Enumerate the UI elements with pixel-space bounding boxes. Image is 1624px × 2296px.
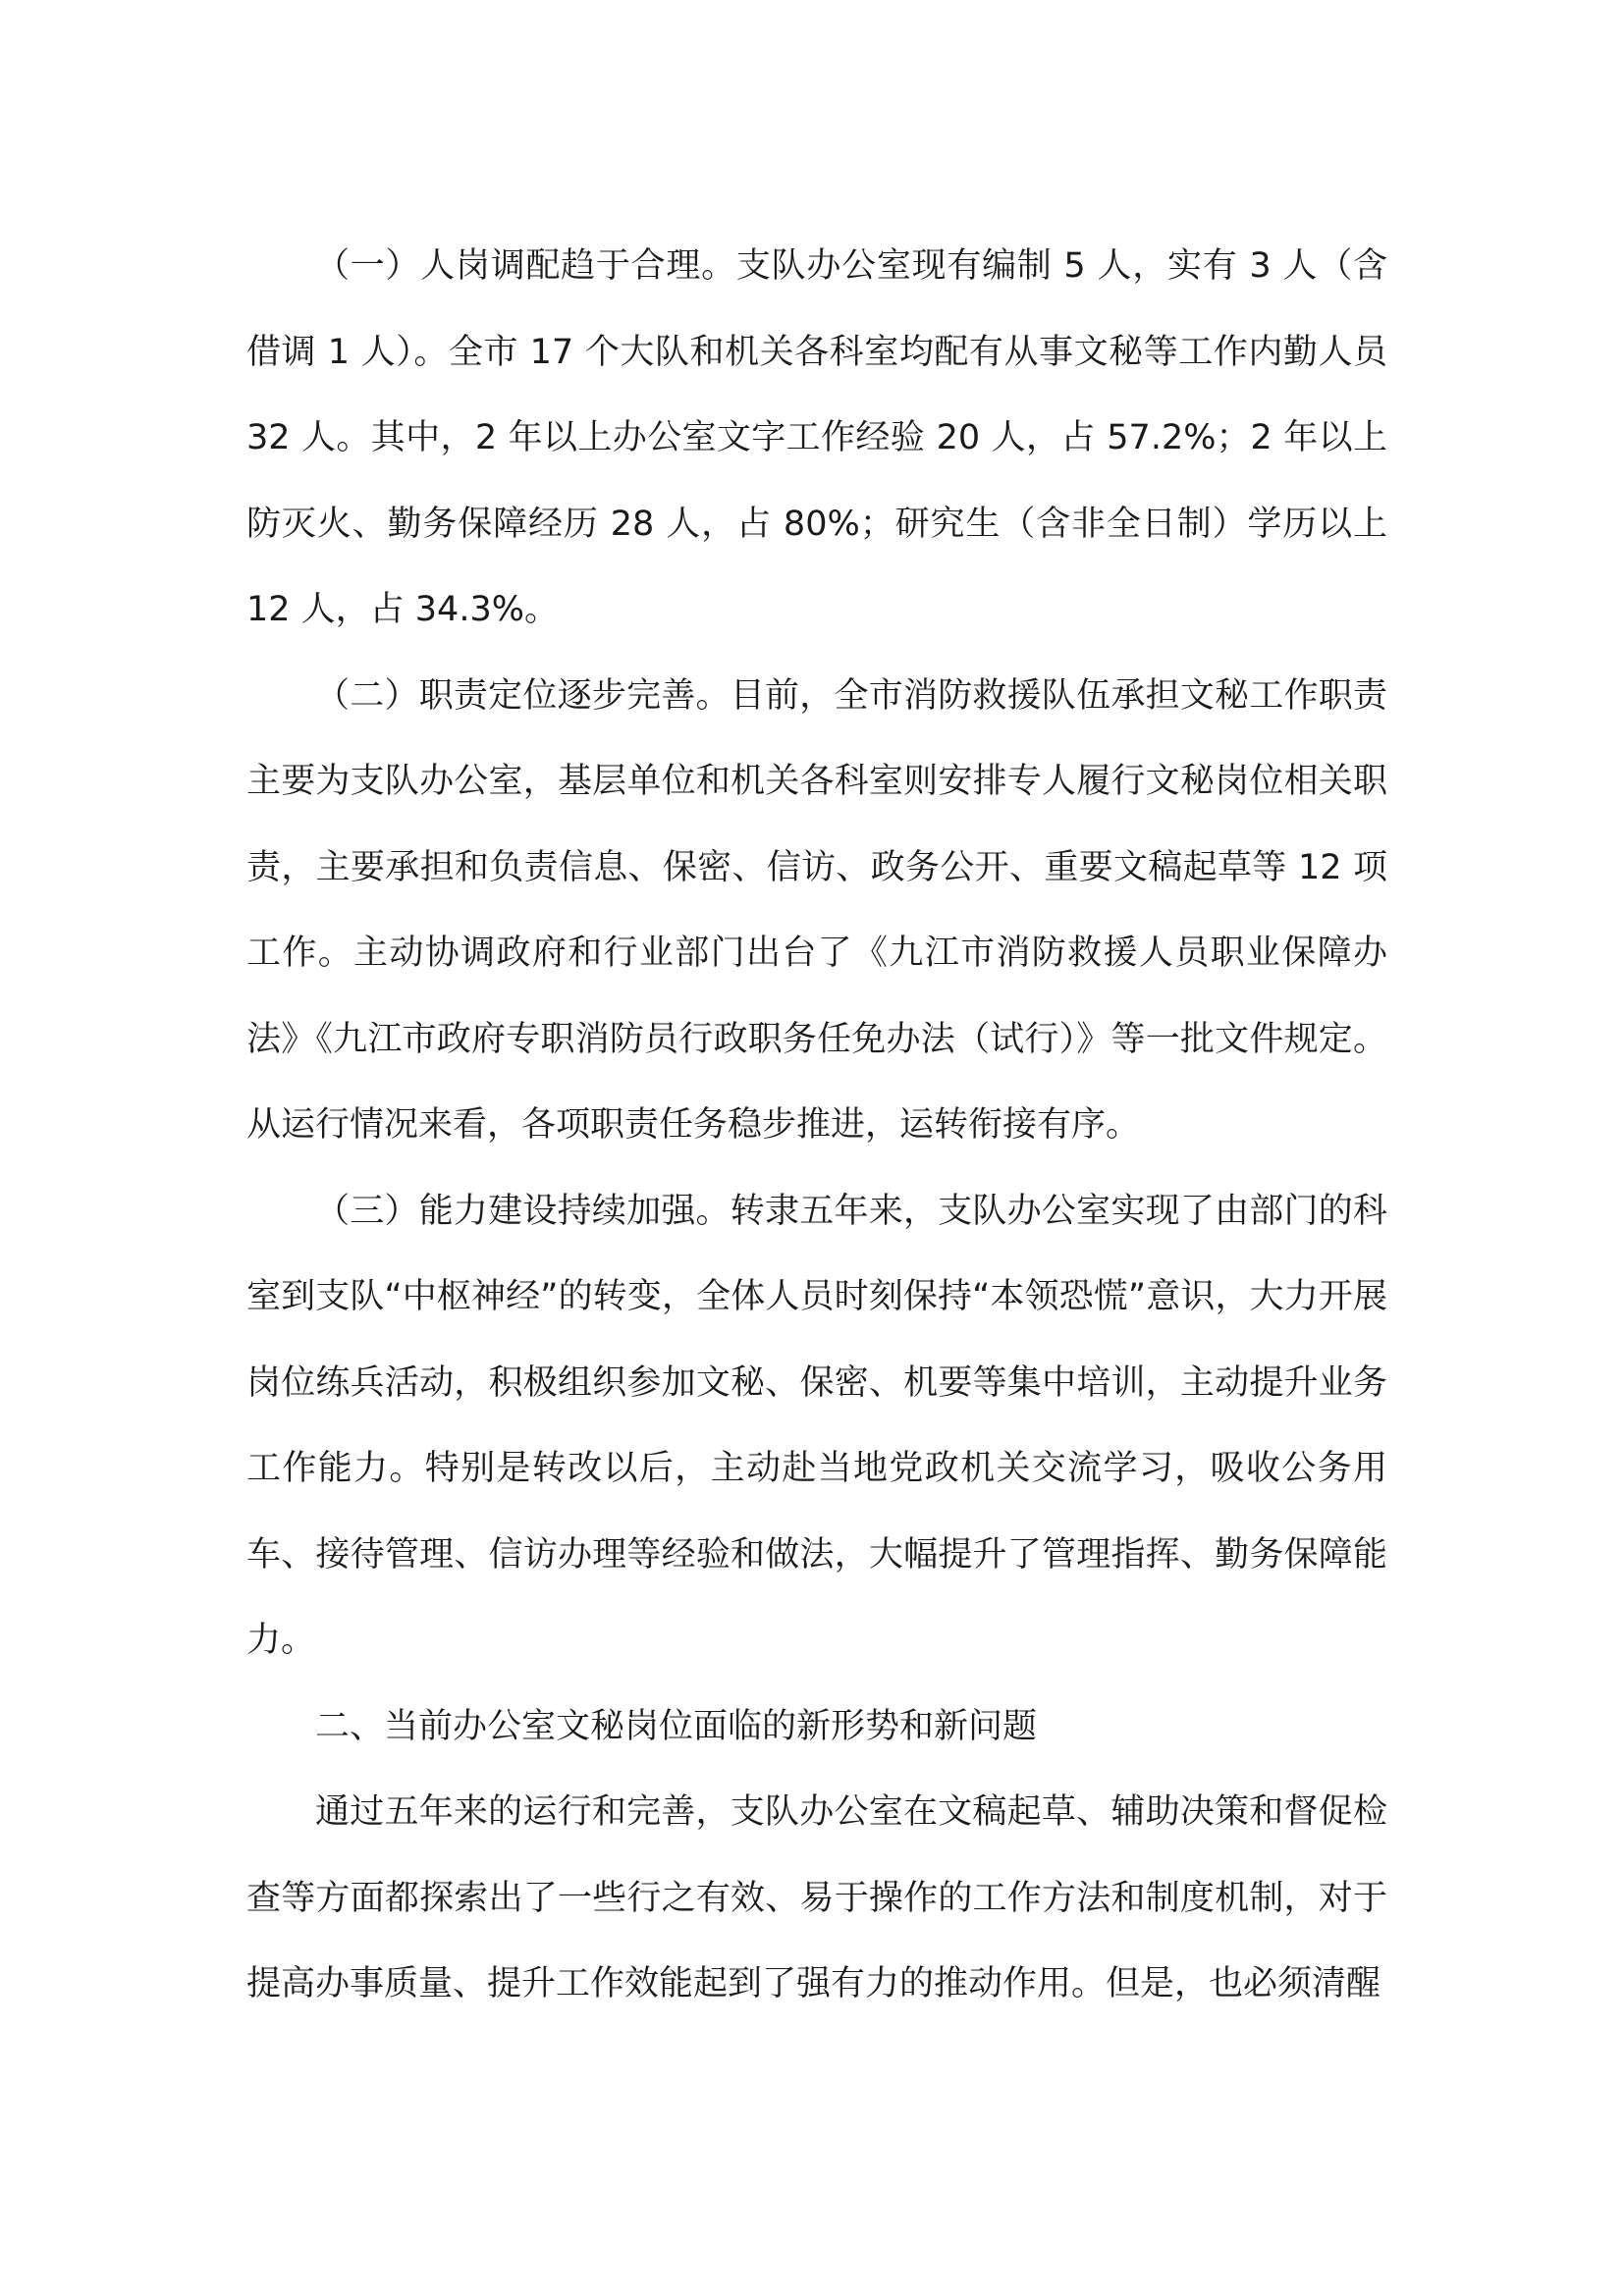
section-heading: 二、当前办公室文秘岗位面临的新形势和新问题	[315, 1706, 1038, 1746]
paragraph-closing: 通过五年来的运行和完善，支队办公室在文稿起草、辅助决策和督促检查等方面都探索出了一些行之有效、易于操作的工作方法和制度机制，对于提高办事质量、提升工作效能起到了强有力的推动作用。但是，也必须清醒	[246, 1792, 1387, 2003]
paragraph-responsibilities: （二）职责定位逐步完善。目前，全市消防救援队伍承担文秘工作职责主要为支队办公室，基层单位和机关各科室则安排专人履行文秘岗位相关职责，主要承担和负责信息、保密、信访、政务公开、重要文稿起草等 12 项工作。主动协调政府和行业部门出台了《九江市消防救援人员职业保障办法》《九江市政府专职消防员行政职务任免办法（试行）》等一批文件规定。从运行情况来看，各项职责任务稳步推进，运转衔接有序。	[246, 675, 1387, 1145]
paragraph-staffing: （一）人岗调配趋于合理。支队办公室现有编制 5 人，实有 3 人（含借调 1 人）。全市 17 个大队和机关各科室均配有从事文秘等工作内勤人员 32 人。其中，2 年以上办公室文字工作经验 20 人，占 57.2%；2 年以上防灭火、勤务保障经历 28 人，占 80%；研究生（含非全日制）学历以上 12 人，占 34.3%。	[246, 246, 1387, 629]
document-body	[246, 224, 1387, 2028]
paragraph-capacity-building: （三）能力建设持续加强。转隶五年来，支队办公室实现了由部门的科室到支队“中枢神经”的转变，全体人员时刻保持“本领恐慌”意识，大力开展岗位练兵活动，积极组织参加文秘、保密、机要等集中培训，主动提升业务工作能力。特别是转改以后，主动赴当地党政机关交流学习，吸收公务用车、接待管理、信访办理等经验和做法，大幅提升了管理指挥、勤务保障能力。	[246, 1191, 1387, 1660]
